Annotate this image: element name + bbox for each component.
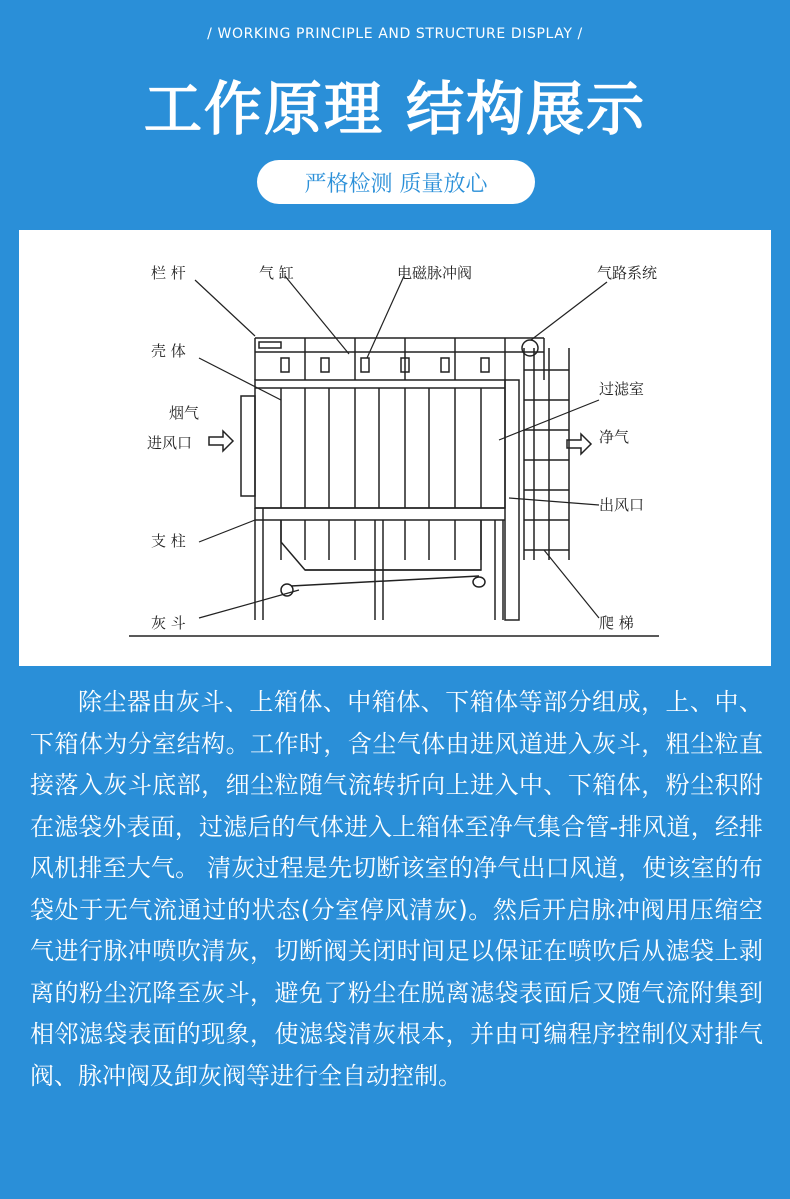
label-clean-air: 净气 [599, 428, 630, 446]
shell-body [255, 380, 505, 508]
outlet-arrow [567, 434, 591, 454]
label-railing: 栏 杆 [151, 264, 186, 282]
ladder [524, 348, 569, 560]
quality-badge [257, 160, 535, 204]
outlet-duct [505, 380, 519, 620]
label-air-system: 气路系统 [597, 264, 658, 282]
railing-structure [255, 338, 544, 380]
page-title: 工作原理 结构展示 [143, 75, 647, 143]
filter-bags [281, 388, 481, 508]
label-column: 支 柱 [151, 532, 186, 550]
label-inlet: 进风口 [147, 434, 193, 452]
label-flue-gas: 烟气 [169, 404, 200, 422]
hopper [281, 520, 481, 570]
dust-collector-drawing [19, 230, 771, 666]
support-columns [255, 508, 503, 620]
inlet-arrow [209, 431, 233, 451]
cylinders [281, 358, 489, 372]
label-shell: 壳 体 [151, 342, 186, 360]
inlet-flange [241, 396, 255, 496]
working-principle-description: 除尘器由灰斗、上箱体、中箱体、下箱体等部分组成，上、中、下箱体为分室结构。工作时，含尘气体由进风道进入灰斗，粗尘粒直接落入灰斗底部，细尘粒随气流转折向上进入中、下箱体，粉尘积附在滤袋外表面，过滤后的气体进入上箱体至净气集合管-排风道，经排风机排至大气。 清灰过程是先切断该室的净气出口风道，使该室的布袋处于无气流通过的状态(分室停风清灰)。然后开启脉冲阀用压缩空气进行脉冲喷吹清灰，切断阀关闭时间足以保证在喷吹后从滤袋上剥离的粉尘沉降至灰斗，避免了粉尘在脱离滤袋表面后又随气流附集到相邻滤袋表面的现象，使滤袋清灰根本，并由可编程序控制仪对排气阀、脉冲阀及卸灰阀等进行全自动控制。 [30, 688, 763, 1090]
label-filter-room: 过滤室 [599, 380, 645, 398]
label-hopper: 灰 斗 [151, 614, 186, 632]
label-ladder: 爬 梯 [599, 614, 634, 632]
quality-badge-label: 严格检测 质量放心 [304, 171, 488, 197]
lower-grid [281, 520, 481, 560]
section-eyebrow: / WORKING PRINCIPLE AND STRUCTURE DISPLAY / [207, 26, 583, 42]
label-pulse-valve: 电磁脉冲阀 [397, 264, 473, 282]
label-outlet: 出风口 [599, 496, 645, 514]
structure-diagram [19, 230, 771, 666]
label-cylinder: 气 缸 [259, 264, 294, 282]
leader-lines [195, 276, 607, 618]
